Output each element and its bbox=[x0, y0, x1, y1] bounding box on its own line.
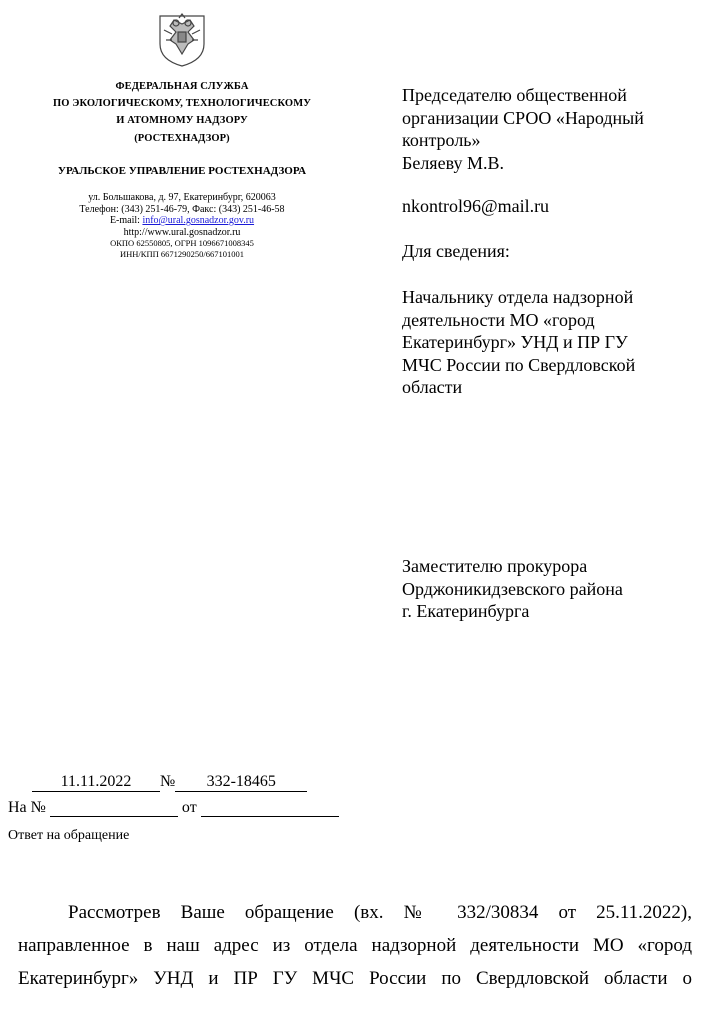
body-line: Рассмотрев Ваше обращение (вх. № 332/30834 от 25.11.2022), bbox=[68, 902, 692, 923]
addressee-line: Председателю общественной bbox=[402, 85, 627, 105]
org-line-2: ПО ЭКОЛОГИЧЕСКОМУ, ТЕХНОЛОГИЧЕСКОМУ bbox=[52, 98, 312, 109]
cc1-line: Екатеринбург» УНД и ПР ГУ bbox=[402, 332, 628, 352]
email-row bbox=[32, 215, 332, 227]
email-label: E-mail: bbox=[109, 215, 143, 226]
cc1-line: МЧС России по Свердловской bbox=[402, 354, 636, 375]
inn: ИНН/КПП 6671290250/667101001 bbox=[120, 249, 244, 259]
cc2-line: Орджоникидзевского района bbox=[402, 578, 623, 599]
cc2-line: Заместителю прокурора bbox=[402, 556, 588, 576]
cc1-line: Начальнику отдела надзорной bbox=[402, 287, 634, 307]
contacts-block bbox=[32, 192, 332, 260]
cc1-line: области bbox=[402, 377, 463, 397]
okpo: ОКПО 62550805, ОГРН 1096671008345 bbox=[110, 238, 254, 248]
addressee-email: nkontrol96@mail.ru bbox=[402, 196, 550, 216]
outgoing-registration bbox=[32, 773, 307, 792]
cc1-line: деятельности МО «город bbox=[402, 309, 595, 330]
outgoing-date: 11.11.2022 bbox=[32, 773, 160, 792]
addressee-line: организации СРОО «Народный bbox=[402, 107, 644, 128]
cc-label: Для сведения: bbox=[402, 241, 510, 261]
ref-number-blank bbox=[50, 801, 178, 817]
cc-recipient-1 bbox=[402, 286, 692, 399]
ref-label: На № bbox=[8, 799, 46, 816]
body-line: направленное в наш адрес из отдела надзорной деятельности МО «город bbox=[18, 935, 692, 956]
ref-date-blank bbox=[201, 801, 339, 817]
number-label: № bbox=[160, 773, 176, 790]
cc-recipient-2 bbox=[402, 555, 692, 623]
email-link[interactable]: info@ural.gosnadzor.gov.ru bbox=[142, 215, 255, 226]
subject-line: Ответ на обращение bbox=[8, 828, 130, 843]
org-line-4: (РОСТЕХНАДЗОР) bbox=[134, 133, 230, 144]
addressee-line: Беляеву М.В. bbox=[402, 152, 504, 173]
address: ул. Большакова, д. 97, Екатеринбург, 620063 bbox=[88, 192, 276, 203]
body-paragraph bbox=[18, 896, 692, 995]
incoming-reference bbox=[8, 799, 339, 817]
website: http://www.ural.gosnadzor.ru bbox=[123, 226, 241, 238]
cc2-line: г. Екатеринбурга bbox=[402, 601, 530, 621]
addressee-primary bbox=[402, 84, 692, 174]
outgoing-number: 332-18465 bbox=[175, 773, 307, 792]
coat-of-arms-icon bbox=[152, 10, 212, 68]
org-name-block bbox=[32, 78, 332, 147]
ref-from-label: от bbox=[181, 799, 197, 816]
org-line-3: И АТОМНОМУ НАДЗОРУ bbox=[116, 115, 248, 126]
phone: Телефон: (343) 251-46-79, Факс: (343) 251-46-58 bbox=[79, 203, 285, 215]
department-name: УРАЛЬСКОЕ УПРАВЛЕНИЕ РОСТЕХНАДЗОРА bbox=[57, 165, 307, 177]
addressee-line: контроль» bbox=[402, 130, 481, 150]
org-line-1: ФЕДЕРАЛЬНАЯ СЛУЖБА bbox=[115, 81, 249, 92]
body-line: Екатеринбург» УНД и ПР ГУ МЧС России по Свердловской области о bbox=[18, 968, 692, 989]
